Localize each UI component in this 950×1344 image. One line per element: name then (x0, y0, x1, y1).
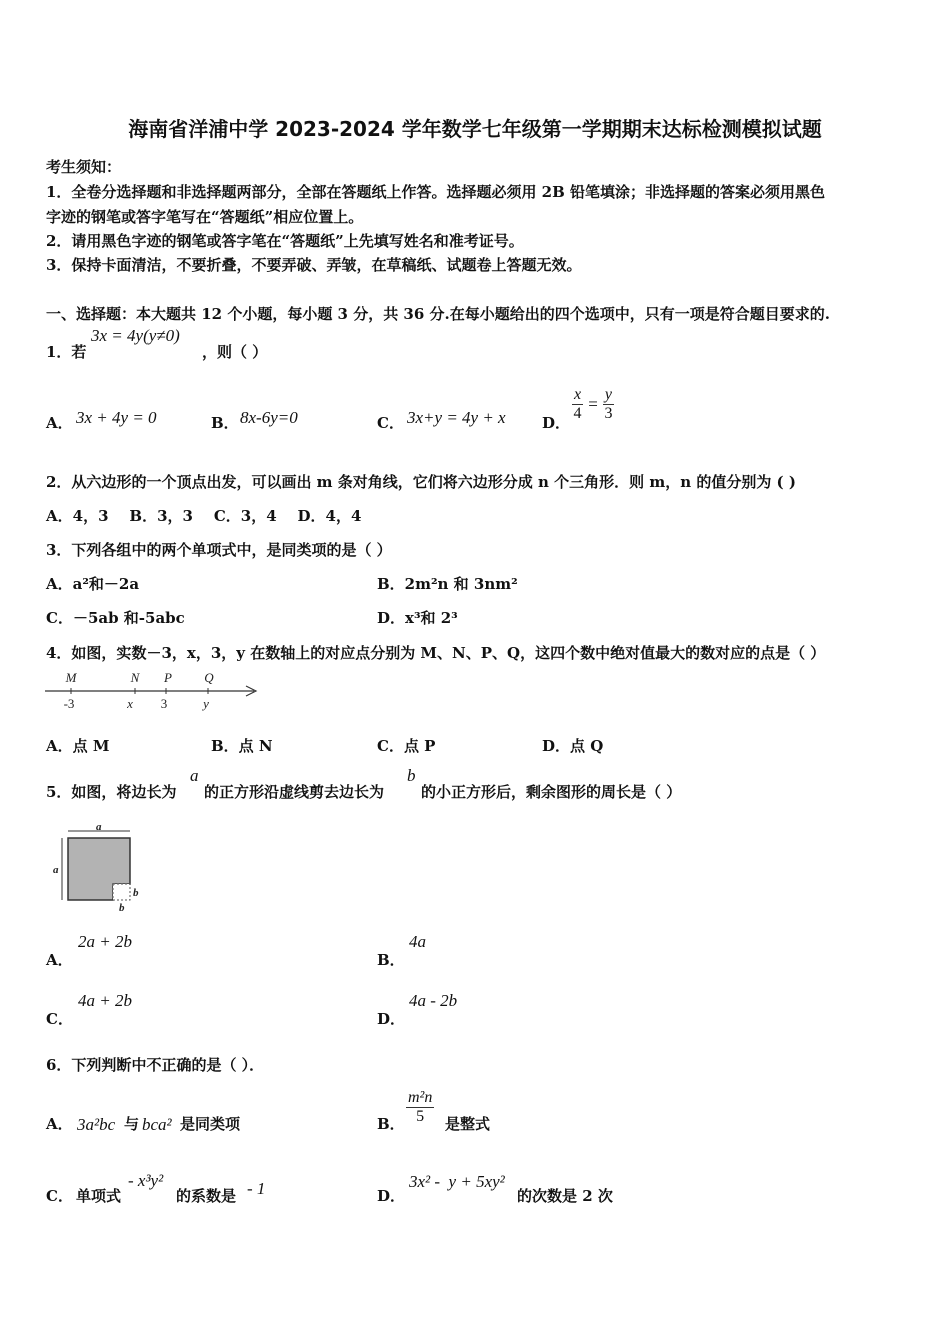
q6-option-c-label: C． (46, 1187, 73, 1205)
fig-label-b-right: b (133, 887, 139, 899)
q1-option-c: 3x+y = 4y + x (407, 408, 506, 427)
q6-option-c-value: - 1 (247, 1179, 266, 1198)
q5-var-a: a (190, 766, 199, 785)
fig-label-b-bottom: b (119, 902, 125, 914)
q6-option-c-mid: 的系数是 (176, 1187, 237, 1205)
q6-option-c-expr: - x³y² (128, 1171, 164, 1190)
cut-small-square (113, 884, 130, 900)
fraction-x-over-4: $\frac{x}{4}$ (573, 386, 582, 422)
q1-option-c-label: C． (377, 414, 404, 432)
fig-label-a-left: a (53, 864, 59, 876)
q6-option-b-tail: 是整式 (445, 1115, 491, 1133)
q4-stem: 4．如图，实数－3，x，3，y 在数轴上的对应点分别为 M、N、P、Q，这四个数中绝对值最大的数对应的点是（ ） (46, 644, 826, 662)
notice-line-2: 2．请用黑色字迹的钢笔或答字笔在“答题纸”上先填写姓名和准考证号。 (46, 232, 524, 250)
q1-option-a: 3x + 4y = 0 (76, 408, 157, 427)
q1-option-b: 8x-6y=0 (240, 408, 298, 427)
q6-option-d-expr: 3x² - y + 5xy² (409, 1172, 505, 1191)
label-q: Q (204, 670, 214, 685)
q6-option-a-tail: 是同类项 (180, 1115, 241, 1133)
q5-prefix: 5．如图，将边长为 (46, 783, 177, 801)
value-3: 3 (160, 696, 168, 711)
page-title: 海南省洋浦中学 2023-2024 学年数学七年级第一学期期末达标检测模拟试题 (128, 117, 822, 141)
q6-option-a-expr2: bca² (142, 1115, 172, 1134)
label-m: M (65, 670, 77, 685)
q5-option-c-label: C． (46, 1010, 73, 1028)
fraction-y-over-3: $\frac{y}{3}$ (604, 386, 613, 422)
value-x: x (127, 696, 133, 711)
q4-option-b: B．点 N (211, 737, 273, 755)
number-line-figure (40, 664, 270, 714)
q2-options: A．4，3 B．3，3 C．3，4 D．4，4 (46, 507, 362, 525)
q3-stem: 3．下列各组中的两个单项式中，是同类项的是（ ） (46, 541, 392, 559)
fig-label-a-top: a (96, 822, 102, 833)
q5-option-a-label: A． (46, 951, 73, 969)
q5-option-d-label: D． (377, 1010, 406, 1028)
q6-stem: 6．下列判断中不正确的是（ ）． (46, 1056, 265, 1074)
section-heading: 一、选择题：本大题共 12 个小题，每小题 3 分，共 36 分.在每小题给出的四个选项中，只有一项是符合题目要求的. (46, 305, 830, 323)
q6-option-a-mid: 与 (124, 1115, 140, 1133)
q4-option-a: A．点 M (46, 737, 110, 755)
q6-option-a-label: A． (46, 1115, 73, 1133)
q5-option-b: 4a (409, 932, 426, 951)
notice-heading: 考生须知： (46, 158, 122, 176)
notice-line-3: 3．保持卡面清洁，不要折叠，不要弄破、弄皱，在草稿纸、试题卷上答题无效。 (46, 256, 582, 274)
q2-stem: 2．从六边形的一个顶点出发，可以画出 m 条对角线，它们将六边形分成 n 个三角形．则 m，n 的值分别为 ( ) (46, 473, 796, 491)
value-y: y (203, 696, 209, 711)
q3-option-a: A．a²和－2a (46, 575, 140, 593)
q4-option-c: C．点 P (377, 737, 436, 755)
q6-option-b-label: B． (377, 1115, 405, 1133)
notice-line-1a: 1．全卷分选择题和非选择题两部分，全部在答题纸上作答。选择题必须用 2B 铅笔填涂；非选择题的答案必须用黑色 (46, 183, 826, 201)
q1-condition: 3x = 4y(y≠0) (91, 326, 180, 345)
q5-option-b-label: B． (377, 951, 405, 969)
q6-option-a-expr1: 3a²bc (77, 1115, 116, 1134)
q3-option-c: C．－5ab 和-5abc (46, 609, 185, 627)
q5-option-d: 4a - 2b (409, 991, 458, 1010)
q5-option-a: 2a + 2b (78, 932, 132, 951)
q1-option-a-label: A． (46, 414, 73, 432)
fraction-m2n-over-5: $\frac{\text{m²n}}{5}$ (408, 1089, 433, 1125)
value-neg3: -3 (63, 696, 75, 711)
q1-option-d-label: D． (542, 414, 571, 432)
q6-option-c-pre: 单项式 (76, 1187, 122, 1205)
label-p: P (164, 670, 172, 685)
q6-option-d-tail: 的次数是 2 次 (517, 1187, 613, 1205)
q5-suffix: 的小正方形后，剩余图形的周长是（ ） (421, 783, 682, 801)
label-n: N (130, 670, 140, 685)
q1-option-d: $\frac{x}{4}$ = $\frac{y}{3}$ (573, 386, 613, 422)
square-cut-figure (50, 822, 150, 917)
q1-option-b-label: B． (211, 414, 239, 432)
q3-option-d: D．x³和 2³ (377, 609, 458, 627)
q5-var-b: b (407, 766, 416, 785)
q3-option-b: B．2m²n 和 3nm² (377, 575, 518, 593)
q1-suffix: ，则（ ） (202, 343, 268, 361)
q4-option-d: D．点 Q (542, 737, 604, 755)
q5-option-c: 4a + 2b (78, 991, 132, 1010)
q6-option-b-fraction (406, 1089, 434, 1126)
q1-prefix: 1．若 (46, 343, 87, 361)
q6-option-d-label: D． (377, 1187, 406, 1205)
q5-middle: 的正方形沿虚线剪去边长为 (204, 783, 385, 801)
notice-line-1b: 字迹的钢笔或答字笔写在“答题纸”相应位置上。 (46, 208, 364, 226)
